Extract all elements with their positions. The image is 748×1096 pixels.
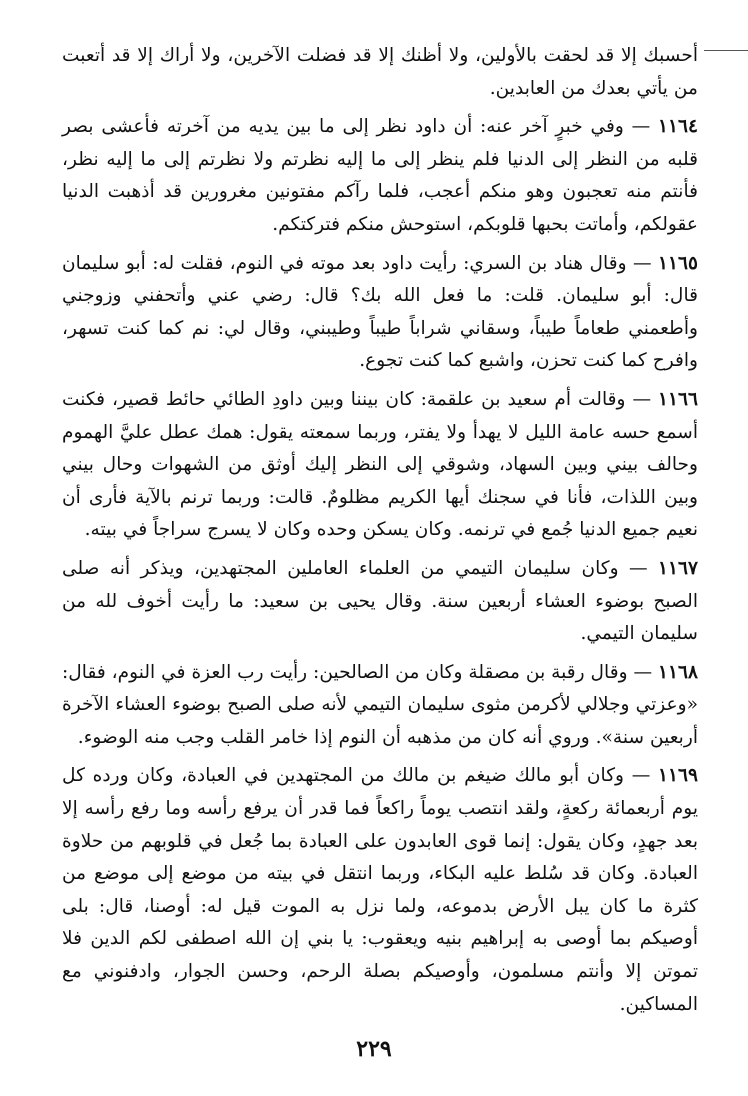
- paragraph-number: ١١٦٨: [658, 661, 698, 683]
- paragraph-text: — وقال هناد بن السري: رأيت داود بعد موته في النوم، فقلت له: أبو سليمان قال: أبو سليمان. قلت: ما فعل الله بك؟ قال: رضي عني وأتحفني وزوجني وأطعمني طعاماً طيباً، وسقاني شراباً طيباً وطيبني، وقال لي: نم كما كنت تسهر، وافرح كما كنت تحزن، واشبع كما كنت تجوع.: [62, 252, 698, 372]
- paragraph-text: — وقال رقبة بن مصقلة وكان من الصالحين: رأيت رب العزة في النوم، فقال: «وعزتي وجلالي لأكرمن مثوى سليمان التيمي لأنه صلى الصبح بوضوء العشاء الآخرة أربعين سنة». وروي أنه كان من مذهبه أن النوم إذا خامر القلب وجب منه الوضوء.: [62, 661, 698, 748]
- paragraph-1168: [62, 657, 698, 755]
- paragraph-number: ١١٦٧: [658, 557, 698, 579]
- paragraph-1167: [62, 553, 698, 651]
- paragraph-1166: [62, 384, 698, 547]
- paragraph-continuation: [62, 40, 698, 105]
- margin-rule: [704, 50, 748, 51]
- paragraph-number: ١١٦٦: [658, 388, 698, 410]
- paragraph-1164: [62, 111, 698, 241]
- page-number: ٢٢٩: [356, 1036, 392, 1062]
- paragraph-text: أحسبك إلا قد لحقت بالأولين، ولا أظنك إلا قد فضلت الآخرين، ولا أراك إلا قد أتعبت من يأتي بعدك من العابدين.: [62, 45, 698, 99]
- paragraph-text: — وكان سليمان التيمي من العلماء العاملين المجتهدين، ويذكر أنه صلى الصبح بوضوء العشاء أربعين سنة. وقال يحيى بن سعيد: ما رأيت أخوف لله من سليمان التيمي.: [62, 557, 698, 645]
- paragraph-text: — وكان أبو مالك ضيغم بن مالك من المجتهدين في العبادة، وكان ورده كل يوم أربعمائة ركعةٍ، ولقد انتصب يوماً راكعاً فما قدر أن يرفع رأسه وما رفع رأسه إلا بعد جهدٍ، وكان يقول: إنما قوى العابدون على العبادة بما جُعل في قلوبهم من حلاوة العبادة. وكان قد سُلط عليه البكاء، وربما انتقل في بيته من موضع إلى موضع من كثرة ما كان يبل الأرض بدموعه، ولما نزل به الموت قيل له: أوصنا، قال: بلى أوصيكم بما أوصى به إبراهيم بنيه ويعقوب: يا بني إن الله اصطفى لكم الدين فلا تموتن إلا وأنتم مسلمون، وأوصيكم بصلة الرحم، وحسن الجوار، وادفنوني مع المساكين.: [62, 765, 698, 1015]
- paragraph-1165: [62, 248, 698, 378]
- paragraph-number: ١١٦٩: [658, 765, 698, 787]
- paragraph-text: — وقالت أم سعيد بن علقمة: كان بيننا وبين داودِ الطائي حائط قصير، فكنت أسمع حسه عامة الليل لا يهدأ ولا يفتر، وربما سمعته يقول: همك عطل عليَّ الهموم وحالف بيني وبين السهاد، وشوقي إلى النظر إليك أوثق من الشهوات وحال بيني وبين اللذات، فأنا في سجنك أيها الكريم مظلومٌ. قالت: وربما ترنم بالآية فأرى أن نعيم جميع الدنيا جُمع في ترنمه. وكان يسكن وحده وكان لا يسرج سراجاً في بيته.: [62, 388, 698, 541]
- paragraph-1169: [62, 760, 698, 1021]
- paragraph-number: ١١٦٤: [658, 116, 698, 138]
- paragraph-number: ١١٦٥: [658, 252, 698, 274]
- paragraph-text: — وفي خبرٍ آخر عنه: أن داود نظر إلى ما بين يديه من آخرته فأعشى بصر قلبه من النظر إلى الدنيا فلم ينظر إلى ما إليه نظرتم ولا نظرتم إلى ما إليه نظر، فأنتم منه تعجبون وهو منكم أعجب، فلما رآكم مفتونين مغرورين قد أذهبت الدنيا عقولكم، وأماتت بحبها قلوبكم، استوحش منكم فتركتكم.: [62, 116, 698, 235]
- page-body: [62, 40, 698, 1027]
